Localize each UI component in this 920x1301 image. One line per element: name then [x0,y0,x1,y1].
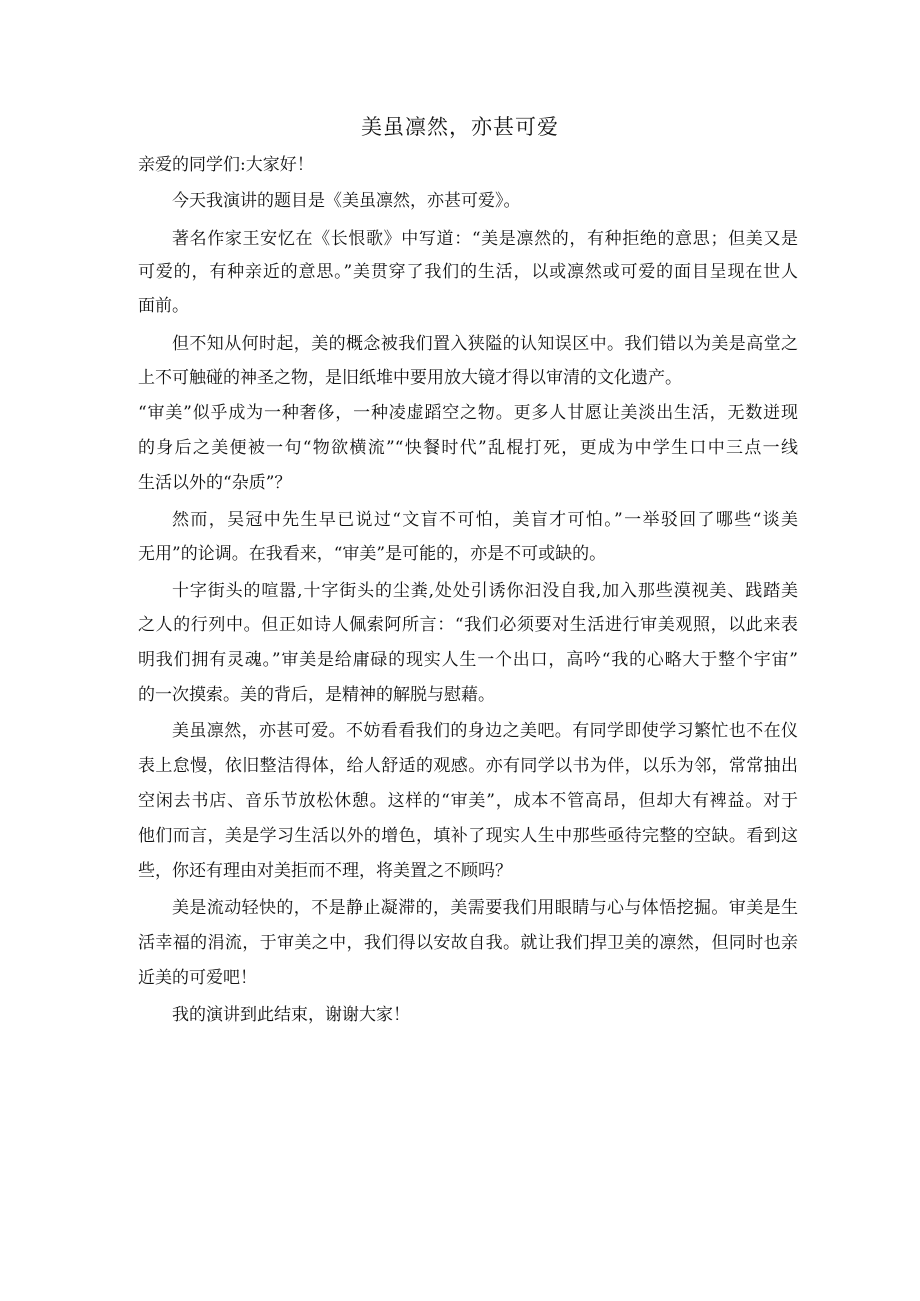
text-line: “审美”似乎成为一种奢侈，一种凌虚蹈空之物。更多人甘愿让美淡出生活，无数迸现 [138,403,798,423]
text-line: 著名作家王安忆在《长恨歌》中写道：“美是凛然的，有种拒绝的意思；但美又是 [172,229,798,249]
text-line: 上不可触碰的神圣之物，是旧纸堆中要用放大镜才得以审清的文化遗产。 [138,368,682,388]
text-line: 美是流动轻快的，不是静止凝滞的，美需要我们用眼睛与心与体悟挖掘。审美是生 [172,898,798,918]
text-line: 但不知从何时起，美的概念被我们置入狭隘的认知误区中。我们错以为美是高堂之 [172,334,798,354]
text-line: 明我们拥有灵魂。”审美是给庸碌的现实人生一个出口，高吟“我的心略大于整个宇宙” [138,650,798,670]
closing-line: 我的演讲到此结束，谢谢大家！ [172,1005,410,1025]
text-line: 生活以外的“杂质”？ [138,473,292,493]
text-line: 面前。 [138,296,189,316]
text-line: 表上怠慢，依旧整洁得体，给人舒适的观感。亦有同学以书为伴，以乐为邻，常常抽出 [138,756,798,776]
text-line: 些，你还有理由对美拒而不理，将美置之不顾吗？ [138,861,512,881]
text-line: 他们而言，美是学习生活以外的增色，填补了现实人生中那些亟待完整的空缺。看到这 [138,826,798,846]
document-title: 美虽凛然，亦甚可爱 [361,115,559,139]
text-line: 十字街头的喧嚣,十字街头的尘粪,处处引诱你汩没自我,加入那些漠视美、践踏美 [172,581,798,601]
text-line: 的一次摸索。美的背后，是精神的解脱与慰藉。 [138,685,495,705]
text-line: 的身后之美便被一句“物欲横流”“快餐时代”乱棍打死，更成为中学生口中三点一线 [138,438,798,458]
text-line: 今天我演讲的题目是《美虽凛然，亦甚可爱》。 [172,191,521,211]
text-line: 之人的行列中。但正如诗人佩索阿所言：“我们必须要对生活进行审美观照，以此来表 [138,615,798,635]
text-line: 近美的可爱吧！ [138,968,257,988]
text-line: 然而，吴冠中先生早已说过“文盲不可怕，美盲才可怕。”一举驳回了哪些“谈美 [172,510,798,530]
text-line: 空闲去书店、音乐节放松休憩。这样的“审美”，成本不管高昂，但却大有裨益。对于 [138,791,798,811]
text-line: 美虽凛然，亦甚可爱。不妨看看我们的身边之美吧。有同学即使学习繁忙也不在仪 [172,721,798,741]
text-line: 无用”的论调。在我看来，“审美”是可能的，亦是不可或缺的。 [138,544,607,564]
greeting-line: 亲爱的同学们:大家好！ [138,155,314,175]
text-line: 可爱的，有种亲近的意思。”美贯穿了我们的生活，以或凛然或可爱的面目呈现在世人 [138,262,798,282]
text-line: 活幸福的涓流，于审美之中，我们得以安故自我。就让我们捍卫美的凛然，但同时也亲 [138,933,798,953]
